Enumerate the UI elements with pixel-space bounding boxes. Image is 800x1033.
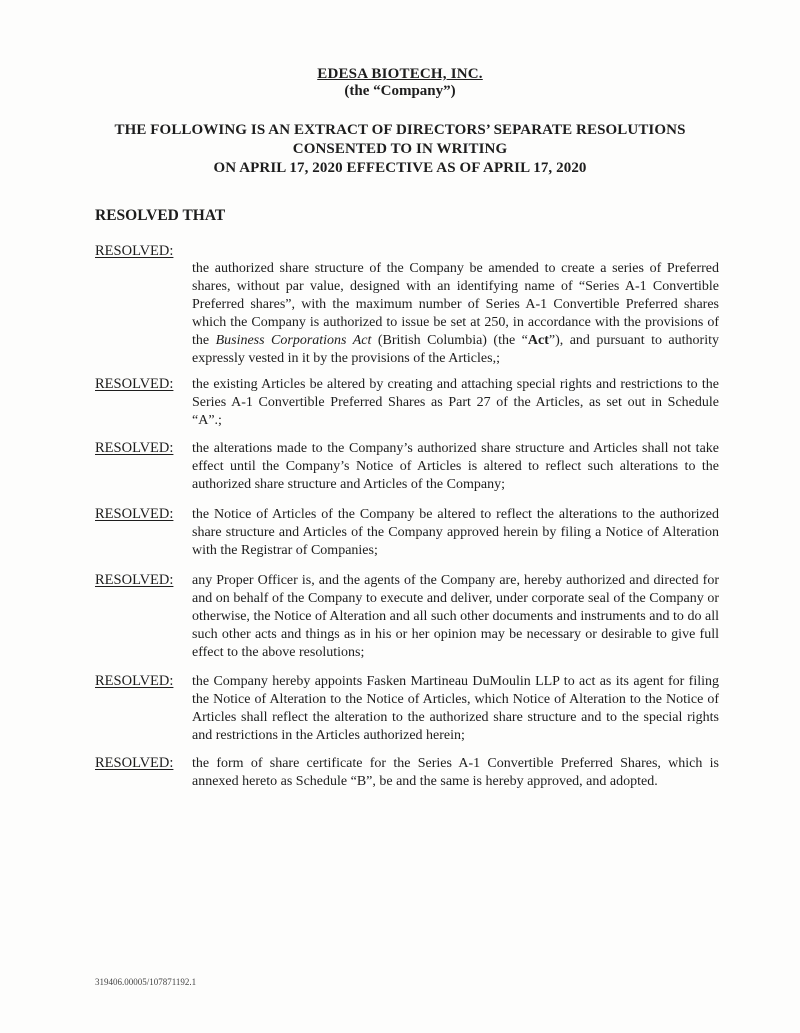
resolution-text-part: (British Columbia) (the “	[371, 333, 528, 348]
act-name-italic: Business Corporations Act	[215, 333, 372, 348]
resolution-text-part: the authorized share structure of the Company be amended to create a series of Preferred shares, without par value, designed with an identifying name of “Series A-1 Convertible Preferred shares”, with the maximum number of Series A-1 Convertible Preferred shares which the Company is authorized to issue be set at 250, in accordance with the provisions of the	[192, 261, 719, 348]
heading-line-3: ON APRIL 17, 2020 EFFECTIVE AS OF APRIL 17, 2020	[213, 160, 587, 176]
resolution-text-part: ”), and pursuant to authority expressly vested in it by the provisions of the Articles,;	[192, 333, 719, 366]
resolution-label: RESOLVED:	[95, 506, 174, 522]
resolution-text: the alterations made to the Company’s authorized share structure and Articles shall not take effect until the Company’s Notice of Articles is altered to reflect such alterations to the authorized share structure and Articles of the Company;	[192, 441, 719, 492]
resolution-label: RESOLVED:	[95, 755, 174, 771]
resolution-heading	[0, 121, 800, 178]
heading-line-1: THE FOLLOWING IS AN EXTRACT OF DIRECTORS’ SEPARATE RESOLUTIONS	[114, 122, 686, 138]
resolution-text: the existing Articles be altered by creating and attaching special rights and restrictions to the Series A-1 Convertible Preferred Shares as Part 27 of the Articles, as set out in Schedule “A”.;	[192, 377, 719, 428]
resolved-that-heading: RESOLVED THAT	[95, 207, 226, 224]
resolution-text: any Proper Officer is, and the agents of the Company are, hereby authorized and directed for and on behalf of the Company to execute and deliver, under corporate seal of the Company or otherwise, the Notice of Alteration and all such other documents and instruments and to do all such other acts and things as in his or her opinion may be necessary or desirable to give full effect to the above resolutions;	[192, 573, 719, 660]
resolution-label: RESOLVED:	[95, 243, 174, 259]
resolution-text: the Notice of Articles of the Company be altered to reflect the alterations to the authorized share structure and Articles of the Company approved herein by filing a Notice of Alteration with the Registrar of Companies;	[192, 507, 719, 558]
resolution-label: RESOLVED:	[95, 440, 174, 456]
resolution-text: the Company hereby appoints Fasken Martineau DuMoulin LLP to act as its agent for filing the Notice of Alteration to the Notice of Articles, which Notice of Alteration to the Notice of Articles shall reflect the alteration to the authorized share structure and to the special rights and restrictions in the Articles authorized herein;	[192, 674, 719, 743]
company-subtitle: (the “Company”)	[344, 83, 456, 99]
document-reference: 319406.00005/107871192.1	[95, 977, 197, 987]
company-name: EDESA BIOTECH, INC.	[317, 66, 483, 82]
act-defined-term: Act	[527, 333, 549, 348]
resolution-label: RESOLVED:	[95, 673, 174, 689]
resolution-text: the form of share certificate for the Series A-1 Convertible Preferred Shares, which is annexed hereto as Schedule “B”, be and the same is hereby approved, and adopted.	[192, 756, 719, 789]
resolution-text	[192, 260, 719, 368]
resolution-label: RESOLVED:	[95, 572, 174, 588]
resolution-label: RESOLVED:	[95, 376, 174, 392]
heading-line-2: CONSENTED TO IN WRITING	[292, 141, 508, 157]
